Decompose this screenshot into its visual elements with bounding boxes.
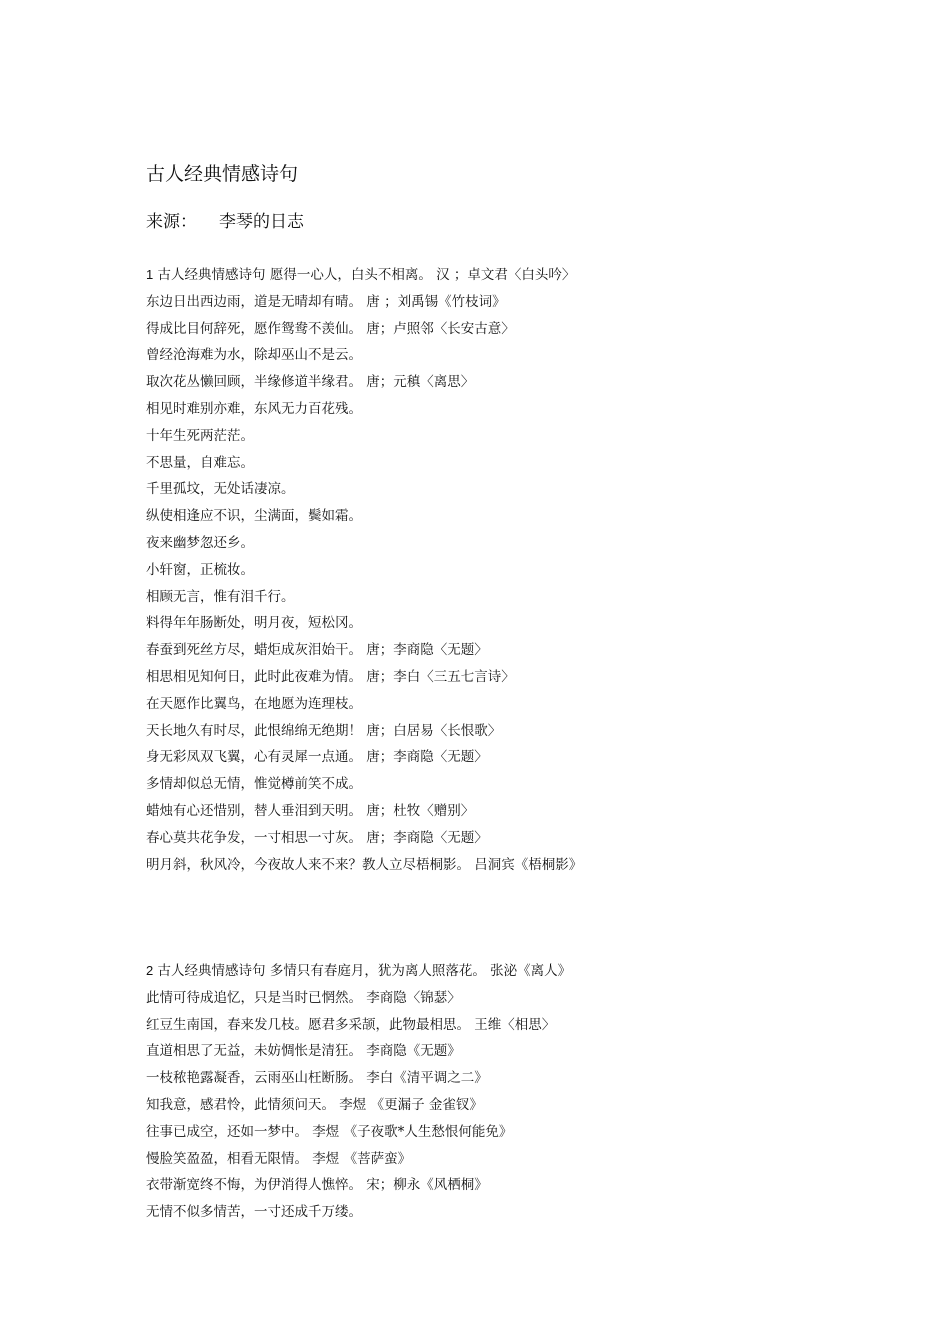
poem-line: 天长地久有时尽，此恨绵绵无绝期！ 唐；白居易〈长恨歌〉 <box>146 722 502 739</box>
poem-line: 在天愿作比翼鸟，在地愿为连理枝。 <box>146 695 362 712</box>
poem-line: 多情却似总无情，惟觉樽前笑不成。 <box>146 776 362 793</box>
poem-line: 不思量，自难忘。 <box>146 454 254 471</box>
poem-section-2 <box>146 958 571 1226</box>
poem-line: 纵使相逢应不识，尘满面，鬓如霜。 <box>146 508 362 525</box>
poem-line: 往事已成空，还如一梦中。 李煜 《子夜歌*人生愁恨何能免》 <box>146 1123 513 1140</box>
poem-line: 料得年年肠断处，明月夜，短松冈。 <box>146 615 362 632</box>
poem-line: 小轩窗，正梳妆。 <box>146 561 254 578</box>
document-title: 古人经典情感诗句 <box>146 163 299 185</box>
poem-line: 相见时难别亦难，东风无力百花残。 <box>146 400 362 417</box>
section-number: 2 <box>146 963 154 978</box>
poem-line <box>146 262 582 289</box>
poem-line: 十年生死两茫茫。 <box>146 427 254 444</box>
poem-line: 得成比目何辞死，愿作鸳鸯不羡仙。 唐；卢照邻〈长安古意〉 <box>146 320 515 337</box>
poem-line: 春蚕到死丝方尽，蜡炬成灰泪始干。 唐；李商隐〈无题〉 <box>146 642 488 659</box>
source-value: 李琴的日志 <box>219 212 304 232</box>
poem-line: 直道相思了无益，未妨惆怅是清狂。 李商隐《无题》 <box>146 1043 461 1060</box>
poem-line: 无情不似多情苦，一寸还成千万缕。 <box>146 1204 362 1221</box>
poem-line: 此情可待成追忆，只是当时已惘然。 李商隐〈锦瑟〉 <box>146 989 461 1006</box>
poem-line: 曾经沧海难为水，除却巫山不是云。 <box>146 347 362 364</box>
poem-line: 春心莫共花争发，一寸相思一寸灰。 唐；李商隐〈无题〉 <box>146 829 488 846</box>
poem-section-1 <box>146 262 582 878</box>
poem-line: 明月斜，秋风冷，今夜故人来不来？教人立尽梧桐影。 吕洞宾《梧桐影》 <box>146 856 583 873</box>
poem-line: 蜡烛有心还惜别，替人垂泪到天明。 唐；杜牧〈赠别〉 <box>146 802 475 819</box>
poem-line <box>146 958 571 985</box>
source-line <box>146 208 304 236</box>
poem-line: 红豆生南国，春来发几枝。愿君多采颉，此物最相思。 王维〈相思〉 <box>146 1016 556 1033</box>
section-number: 1 <box>146 267 154 282</box>
poem-line: 夜来幽梦忽还乡。 <box>146 534 254 551</box>
poem-line: 一枝秾艳露凝香，云雨巫山枉断肠。 李白《清平调之二》 <box>146 1070 488 1087</box>
poem-line: 衣带渐宽终不悔，为伊消得人憔悴。 宋；柳永《风栖桐》 <box>146 1177 488 1194</box>
poem-line: 相思相见知何日，此时此夜难为情。 唐；李白〈三五七言诗〉 <box>146 668 515 685</box>
section-heading-text: 古人经典情感诗句 多情只有春庭月，犹为离人照落花。 张泌《离人》 <box>157 963 572 979</box>
poem-line: 慢脸笑盈盈，相看无限情。 李煜 《菩萨蛮》 <box>146 1150 412 1167</box>
poem-line: 相顾无言，惟有泪千行。 <box>146 588 295 605</box>
section-heading-text: 古人经典情感诗句 愿得一心人，白头不相离。 汉 ；卓文君〈白头吟〉 <box>157 267 576 283</box>
poem-line: 东边日出西边雨，道是无晴却有晴。 唐 ；刘禹锡《竹枝词》 <box>146 293 506 310</box>
poem-line: 身无彩凤双飞翼，心有灵犀一点通。 唐；李商隐〈无题〉 <box>146 749 488 766</box>
poem-line: 知我意，感君怜，此情须问天。 李煜 《更漏子 金雀钗》 <box>146 1096 483 1113</box>
poem-line: 千里孤坟，无处话凄凉。 <box>146 481 295 498</box>
source-label: 来源： <box>146 212 197 232</box>
poem-line: 取次花丛懒回顾，半缘修道半缘君。 唐；元稹〈离思〉 <box>146 374 475 391</box>
